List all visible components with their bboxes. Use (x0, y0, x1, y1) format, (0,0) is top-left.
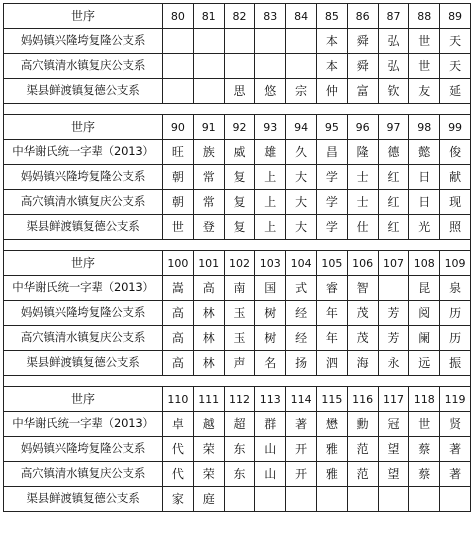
generation-number: 81 (193, 4, 224, 29)
generation-character (286, 54, 317, 79)
generation-character: 著 (440, 462, 471, 487)
generation-character: 历 (440, 301, 471, 326)
generation-number: 93 (255, 115, 286, 140)
lineage-row (4, 79, 471, 104)
generation-character: 大 (286, 215, 317, 240)
generation-header-label: 世序 (4, 4, 163, 29)
generation-number: 106 (347, 251, 378, 276)
lineage-label: 高穴镇清水镇复庆公支系 (4, 54, 163, 79)
generation-character: 常 (193, 190, 224, 215)
generation-character: 超 (224, 412, 255, 437)
generation-character: 友 (409, 79, 440, 104)
generation-number: 83 (255, 4, 286, 29)
generation-character: 复 (224, 190, 255, 215)
generation-number: 103 (255, 251, 286, 276)
generation-character: 世 (409, 412, 440, 437)
generation-character: 开 (286, 437, 317, 462)
section-gap-cell (4, 376, 471, 387)
generation-character: 泗 (316, 351, 347, 376)
generation-character: 海 (347, 351, 378, 376)
generation-number: 105 (316, 251, 347, 276)
generation-character (224, 29, 255, 54)
generation-number: 92 (224, 115, 255, 140)
generation-character: 代 (163, 462, 194, 487)
generation-character: 现 (440, 190, 471, 215)
generation-number: 111 (193, 387, 224, 412)
generation-character: 经 (286, 301, 317, 326)
generation-number: 108 (409, 251, 440, 276)
generation-header-row (4, 4, 471, 29)
generation-character: 贤 (440, 412, 471, 437)
generation-character: 思 (224, 79, 255, 104)
generation-character: 学 (316, 190, 347, 215)
generation-character: 东 (224, 437, 255, 462)
generation-number: 88 (409, 4, 440, 29)
generation-character: 高 (163, 301, 194, 326)
generation-character (193, 29, 224, 54)
generation-character: 山 (255, 437, 286, 462)
generation-character: 南 (224, 276, 255, 301)
lineage-label: 渠县鲜渡镇复德公支系 (4, 79, 163, 104)
generation-character: 林 (193, 301, 224, 326)
generation-character: 德 (378, 140, 409, 165)
lineage-row (4, 487, 471, 512)
generation-table-container (3, 3, 470, 512)
generation-character (286, 487, 317, 512)
generation-number: 91 (193, 115, 224, 140)
generation-character: 复 (224, 215, 255, 240)
lineage-label: 中华谢氏统一字辈（2013） (4, 412, 163, 437)
lineage-label: 妈妈镇兴隆垮复隆公支系 (4, 437, 163, 462)
generation-character (255, 54, 286, 79)
generation-character: 隆 (347, 140, 378, 165)
generation-character: 高 (163, 326, 194, 351)
generation-character: 延 (440, 79, 471, 104)
lineage-label: 高穴镇清水镇复庆公支系 (4, 326, 163, 351)
generation-character: 家 (163, 487, 194, 512)
lineage-label: 渠县鲜渡镇复德公支系 (4, 215, 163, 240)
generation-number: 95 (316, 115, 347, 140)
generation-number: 115 (316, 387, 347, 412)
generation-number: 99 (440, 115, 471, 140)
section-gap (4, 240, 471, 251)
generation-character: 上 (255, 215, 286, 240)
generation-character: 年 (316, 301, 347, 326)
lineage-row (4, 29, 471, 54)
generation-character: 大 (286, 190, 317, 215)
generation-character: 望 (378, 462, 409, 487)
generation-character: 智 (347, 276, 378, 301)
generation-character: 世 (409, 54, 440, 79)
generation-character: 光 (409, 215, 440, 240)
generation-character: 学 (316, 165, 347, 190)
generation-table-body (4, 4, 471, 512)
generation-character: 卓 (163, 412, 194, 437)
generation-character: 茂 (347, 301, 378, 326)
generation-character: 日 (409, 190, 440, 215)
generation-character (224, 54, 255, 79)
generation-character: 年 (316, 326, 347, 351)
generation-character: 士 (347, 190, 378, 215)
generation-character: 蔡 (409, 462, 440, 487)
generation-number: 101 (193, 251, 224, 276)
generation-character: 历 (440, 326, 471, 351)
generation-character: 复 (224, 165, 255, 190)
generation-number: 104 (286, 251, 317, 276)
generation-character: 庭 (193, 487, 224, 512)
generation-character: 大 (286, 165, 317, 190)
lineage-row (4, 437, 471, 462)
generation-character: 嵩 (163, 276, 194, 301)
generation-character: 弘 (378, 29, 409, 54)
generation-character: 红 (378, 215, 409, 240)
generation-character: 芳 (378, 301, 409, 326)
generation-number: 109 (440, 251, 471, 276)
generation-character: 懋 (316, 412, 347, 437)
generation-character (163, 79, 194, 104)
section-gap-cell (4, 240, 471, 251)
generation-character (347, 487, 378, 512)
generation-character: 威 (224, 140, 255, 165)
generation-character: 朝 (163, 165, 194, 190)
generation-number: 118 (409, 387, 440, 412)
generation-character (163, 54, 194, 79)
generation-character: 式 (286, 276, 317, 301)
lineage-label: 妈妈镇兴隆垮复隆公支系 (4, 165, 163, 190)
generation-character: 照 (440, 215, 471, 240)
generation-character: 芳 (378, 326, 409, 351)
generation-table (3, 3, 471, 512)
generation-character: 日 (409, 165, 440, 190)
generation-character: 望 (378, 437, 409, 462)
lineage-label: 高穴镇清水镇复庆公支系 (4, 462, 163, 487)
generation-character: 国 (255, 276, 286, 301)
generation-character: 天 (440, 54, 471, 79)
generation-number: 85 (316, 4, 347, 29)
lineage-label: 渠县鲜渡镇复德公支系 (4, 351, 163, 376)
generation-character (378, 276, 409, 301)
generation-character: 世 (163, 215, 194, 240)
generation-character: 学 (316, 215, 347, 240)
generation-character: 舜 (347, 54, 378, 79)
lineage-row (4, 276, 471, 301)
generation-character: 俊 (440, 140, 471, 165)
generation-character: 冠 (378, 412, 409, 437)
generation-number: 80 (163, 4, 194, 29)
generation-character: 高 (193, 276, 224, 301)
generation-character: 越 (193, 412, 224, 437)
lineage-label: 妈妈镇兴隆垮复隆公支系 (4, 301, 163, 326)
generation-character: 远 (409, 351, 440, 376)
generation-character: 雄 (255, 140, 286, 165)
generation-number: 119 (440, 387, 471, 412)
generation-character: 荣 (193, 462, 224, 487)
generation-number: 100 (163, 251, 194, 276)
generation-header-label: 世序 (4, 251, 163, 276)
generation-character (255, 29, 286, 54)
generation-character: 荣 (193, 437, 224, 462)
lineage-label: 高穴镇清水镇复庆公支系 (4, 190, 163, 215)
generation-character: 声 (224, 351, 255, 376)
generation-character: 登 (193, 215, 224, 240)
generation-character: 富 (347, 79, 378, 104)
generation-character: 士 (347, 165, 378, 190)
lineage-row (4, 351, 471, 376)
generation-character: 阑 (409, 326, 440, 351)
generation-character: 玉 (224, 326, 255, 351)
generation-character: 名 (255, 351, 286, 376)
generation-number: 89 (440, 4, 471, 29)
generation-number: 107 (378, 251, 409, 276)
generation-character: 红 (378, 165, 409, 190)
generation-character: 蔡 (409, 437, 440, 462)
generation-character: 茂 (347, 326, 378, 351)
generation-character: 代 (163, 437, 194, 462)
generation-character: 林 (193, 351, 224, 376)
generation-number: 86 (347, 4, 378, 29)
generation-character: 泉 (440, 276, 471, 301)
generation-character: 钦 (378, 79, 409, 104)
generation-character: 睿 (316, 276, 347, 301)
generation-character: 树 (255, 301, 286, 326)
generation-header-label: 世序 (4, 387, 163, 412)
generation-character: 久 (286, 140, 317, 165)
generation-character (193, 54, 224, 79)
lineage-row (4, 326, 471, 351)
lineage-row (4, 462, 471, 487)
generation-character (255, 487, 286, 512)
generation-character (163, 29, 194, 54)
generation-character: 勳 (347, 412, 378, 437)
generation-number: 98 (409, 115, 440, 140)
generation-character: 振 (440, 351, 471, 376)
generation-number: 90 (163, 115, 194, 140)
lineage-label: 中华谢氏统一字辈（2013） (4, 276, 163, 301)
generation-character: 舜 (347, 29, 378, 54)
lineage-row (4, 412, 471, 437)
section-gap (4, 376, 471, 387)
generation-header-row (4, 115, 471, 140)
lineage-row (4, 165, 471, 190)
generation-number: 116 (347, 387, 378, 412)
lineage-row (4, 190, 471, 215)
generation-character (286, 29, 317, 54)
generation-character (193, 79, 224, 104)
generation-character: 东 (224, 462, 255, 487)
generation-character: 旺 (163, 140, 194, 165)
generation-number: 112 (224, 387, 255, 412)
generation-character: 阅 (409, 301, 440, 326)
generation-character: 天 (440, 29, 471, 54)
generation-character: 世 (409, 29, 440, 54)
generation-number: 96 (347, 115, 378, 140)
generation-character: 著 (286, 412, 317, 437)
generation-number: 82 (224, 4, 255, 29)
generation-number: 87 (378, 4, 409, 29)
generation-character: 昆 (409, 276, 440, 301)
generation-header-row (4, 251, 471, 276)
generation-character: 上 (255, 165, 286, 190)
generation-header-label: 世序 (4, 115, 163, 140)
generation-character: 红 (378, 190, 409, 215)
generation-number: 113 (255, 387, 286, 412)
generation-character: 群 (255, 412, 286, 437)
generation-number: 102 (224, 251, 255, 276)
generation-character: 著 (440, 437, 471, 462)
generation-character: 雅 (316, 437, 347, 462)
lineage-row (4, 54, 471, 79)
generation-character: 族 (193, 140, 224, 165)
generation-character: 仲 (316, 79, 347, 104)
generation-character: 雅 (316, 462, 347, 487)
generation-character: 范 (347, 437, 378, 462)
generation-character (316, 487, 347, 512)
generation-character (378, 487, 409, 512)
section-gap (4, 104, 471, 115)
generation-number: 84 (286, 4, 317, 29)
generation-character: 本 (316, 54, 347, 79)
generation-number: 114 (286, 387, 317, 412)
generation-number: 110 (163, 387, 194, 412)
generation-character: 献 (440, 165, 471, 190)
generation-number: 97 (378, 115, 409, 140)
generation-character (409, 487, 440, 512)
lineage-label: 渠县鲜渡镇复德公支系 (4, 487, 163, 512)
generation-character: 昌 (316, 140, 347, 165)
generation-character: 仕 (347, 215, 378, 240)
generation-character (224, 487, 255, 512)
lineage-row (4, 140, 471, 165)
generation-character: 宗 (286, 79, 317, 104)
generation-character: 悠 (255, 79, 286, 104)
lineage-row (4, 301, 471, 326)
generation-character: 弘 (378, 54, 409, 79)
generation-character: 上 (255, 190, 286, 215)
generation-character: 常 (193, 165, 224, 190)
generation-character: 懿 (409, 140, 440, 165)
generation-character: 林 (193, 326, 224, 351)
generation-character: 树 (255, 326, 286, 351)
generation-character: 范 (347, 462, 378, 487)
lineage-label: 妈妈镇兴隆垮复隆公支系 (4, 29, 163, 54)
generation-number: 117 (378, 387, 409, 412)
generation-character: 本 (316, 29, 347, 54)
generation-character: 扬 (286, 351, 317, 376)
lineage-row (4, 215, 471, 240)
generation-character: 永 (378, 351, 409, 376)
lineage-label: 中华谢氏统一字辈（2013） (4, 140, 163, 165)
generation-character: 开 (286, 462, 317, 487)
generation-number: 94 (286, 115, 317, 140)
generation-character: 朝 (163, 190, 194, 215)
generation-character (440, 487, 471, 512)
generation-character: 经 (286, 326, 317, 351)
section-gap-cell (4, 104, 471, 115)
generation-header-row (4, 387, 471, 412)
generation-character: 高 (163, 351, 194, 376)
generation-character: 玉 (224, 301, 255, 326)
generation-character: 山 (255, 462, 286, 487)
